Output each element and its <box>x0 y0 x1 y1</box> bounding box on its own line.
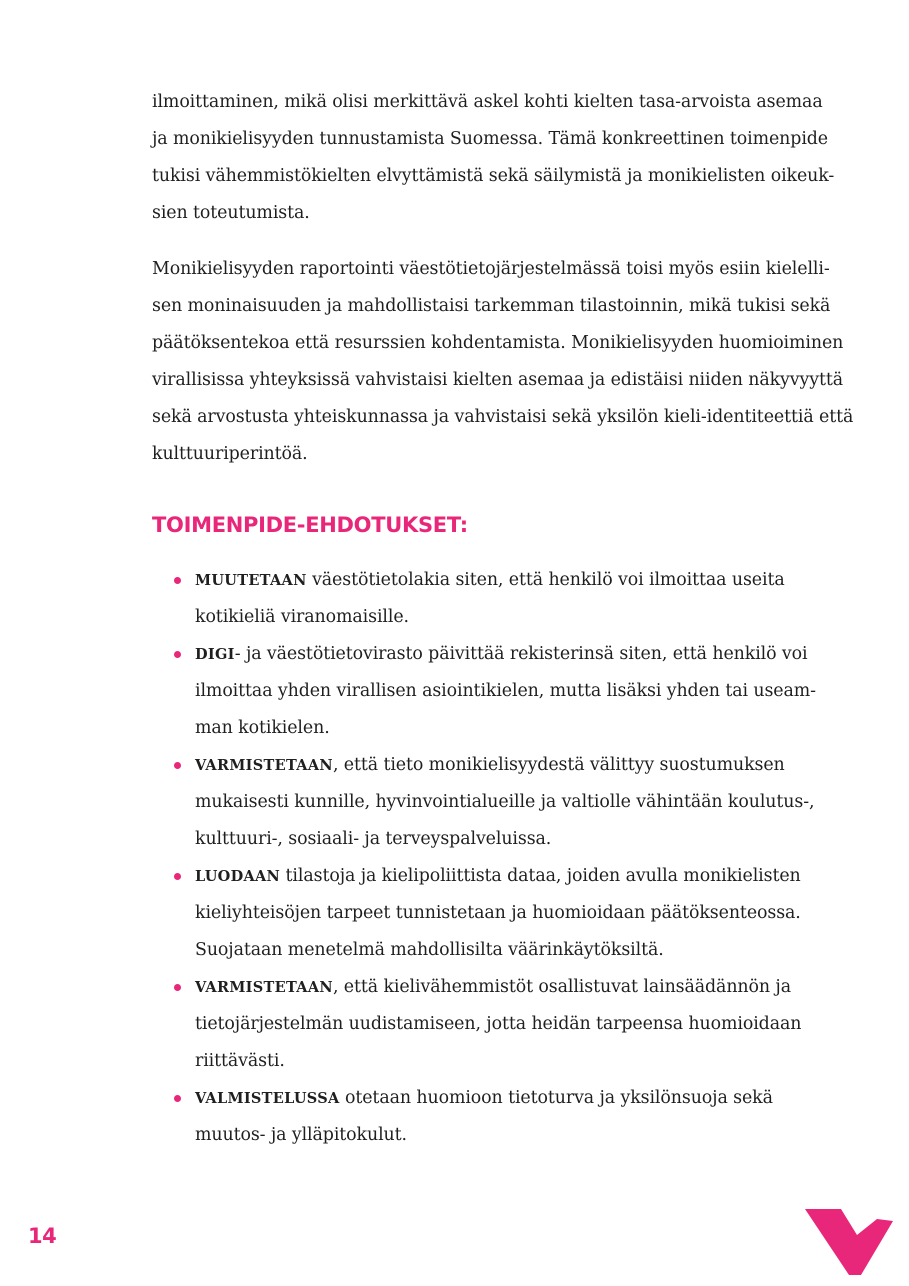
list-item-line: kieliyhteisöjen tarpeet tunnistetaan ja huomioidaan päätöksenteossa. <box>195 903 801 923</box>
list-item-text: - ja väestötietovirasto päivittää rekisterinsä siten, että henkilö voi <box>234 644 808 664</box>
list-item-line <box>195 562 812 599</box>
list-item-line: riittävästi. <box>195 1051 285 1071</box>
list-item-text: , että tieto monikielisyydestä välittyy suostumuksen <box>332 755 785 775</box>
paragraph-line: tukisi vähemmistökielten elvyttämistä sekä säilymistä ja monikielisten oikeuk- <box>152 166 835 186</box>
paragraph-line: virallisissa yhteyksissä vahvistaisi kielten asemaa ja edistäisi niiden näkyvyyttä <box>152 370 843 390</box>
list-item-keyword: VALMISTELUSSA <box>195 1090 340 1107</box>
bullet-dot-icon <box>174 651 181 658</box>
list-item-line: Suojataan menetelmä mahdollisilta väärinkäytöksiltä. <box>195 940 664 960</box>
list-item <box>172 747 815 858</box>
paragraph-line: päätöksentekoa että resurssien kohdentamista. Monikielisyyden huomioiminen <box>152 333 844 353</box>
paragraph-line: Monikielisyyden raportointi väestötietojärjestelmässä toisi myös esiin kielelli- <box>152 259 830 279</box>
list-item-keyword: MUUTETAAN <box>195 572 307 589</box>
list-item <box>172 1080 812 1154</box>
list-item <box>172 858 812 969</box>
bullet-dot-icon <box>174 873 181 880</box>
list-item <box>172 969 812 1080</box>
body-paragraph-1 <box>152 84 835 232</box>
list-item-line: tietojärjestelmän uudistamiseen, jotta heidän tarpeensa huomioidaan <box>195 1014 802 1034</box>
list-item-text: väestötietolakia siten, että henkilö voi ilmoittaa useita <box>306 570 785 590</box>
list-item-line: muutos- ja ylläpitokulut. <box>195 1125 407 1145</box>
list-item <box>172 636 816 747</box>
list-item-keyword: VARMISTETAAN <box>195 757 333 774</box>
pink-v-chevron-logo-icon <box>805 1207 893 1275</box>
list-item-text: , että kielivähemmistöt osallistuvat lainsäädännön ja <box>332 977 791 997</box>
body-paragraph-2 <box>152 251 854 473</box>
list-item-line <box>195 747 812 784</box>
list-item-line <box>195 636 812 673</box>
section-heading: TOIMENPIDE-EHDOTUKSET: <box>152 513 468 537</box>
paragraph-line: sien toteutumista. <box>152 203 310 223</box>
list-item <box>172 562 812 636</box>
list-item-keyword: VARMISTETAAN <box>195 979 333 996</box>
bullet-dot-icon <box>174 1095 181 1102</box>
list-item-keyword: DIGI <box>195 646 235 663</box>
list-item-text: otetaan huomioon tietoturva ja yksilönsuoja sekä <box>339 1088 773 1108</box>
proposal-list <box>172 562 816 1154</box>
list-item-line: man kotikielen. <box>195 718 330 738</box>
paragraph-line: kulttuuriperintöä. <box>152 444 308 464</box>
list-item-keyword: LUODAAN <box>195 868 281 885</box>
list-item-line <box>195 858 812 895</box>
paragraph-line: ilmoittaminen, mikä olisi merkittävä askel kohti kielten tasa-arvoista asemaa <box>152 92 823 112</box>
list-item-line: kulttuuri-, sosiaali- ja terveyspalveluissa. <box>195 829 552 849</box>
paragraph-line: sekä arvostusta yhteiskunnassa ja vahvistaisi sekä yksilön kieli-identiteettiä että <box>152 407 854 427</box>
bullet-dot-icon <box>174 762 181 769</box>
bullet-dot-icon <box>174 984 181 991</box>
list-item-line: kotikieliä viranomaisille. <box>195 607 409 627</box>
list-item-line <box>195 1080 812 1117</box>
list-item-line <box>195 969 812 1006</box>
bullet-dot-icon <box>174 577 181 584</box>
page-number: 14 <box>28 1224 57 1248</box>
list-item-line: mukaisesti kunnille, hyvinvointialueille ja valtiolle vähintään koulutus-, <box>195 792 815 812</box>
list-item-line: ilmoittaa yhden virallisen asiointikielen, mutta lisäksi yhden tai useam- <box>195 681 816 701</box>
paragraph-line: sen moninaisuuden ja mahdollistaisi tarkemman tilastoinnin, mikä tukisi sekä <box>152 296 831 316</box>
paragraph-line: ja monikielisyyden tunnustamista Suomessa. Tämä konkreettinen toimenpide <box>152 129 829 149</box>
list-item-text: tilastoja ja kielipoliittista dataa, joiden avulla monikielisten <box>280 866 801 886</box>
